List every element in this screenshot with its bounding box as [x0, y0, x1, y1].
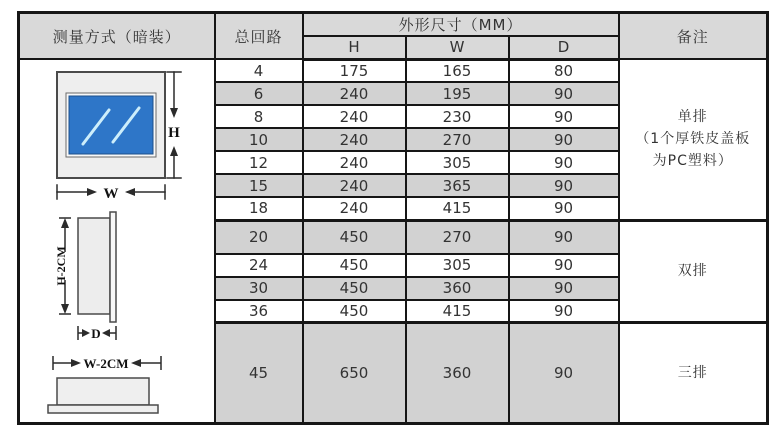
remark-line: （1个厚铁皮盖板 [635, 131, 751, 148]
dim-w-cell: 230 [406, 105, 509, 128]
installation-diagram-cell [19, 59, 215, 424]
circuits-cell: 24 [215, 254, 303, 277]
circuits-cell: 45 [215, 323, 303, 424]
arrow-right-icon [87, 188, 97, 196]
arrow-up-icon [170, 146, 178, 156]
dimension-table [17, 11, 769, 425]
col-header-d: D [509, 36, 619, 59]
dim-w-cell: 360 [406, 277, 509, 300]
dim-h-cell: 240 [303, 174, 406, 197]
dim-h-cell: 450 [303, 220, 406, 254]
dim-d-cell: 90 [509, 254, 619, 277]
dim-d-cell: 90 [509, 174, 619, 197]
col-header-circuits: 总回路 [215, 13, 303, 60]
arrow-right-icon [71, 359, 81, 367]
circuits-cell: 6 [215, 82, 303, 105]
dim-w-cell: 305 [406, 254, 509, 277]
dim-w-cell: 270 [406, 128, 509, 151]
window-glass [69, 96, 153, 154]
dim-d-cell: 90 [509, 105, 619, 128]
installation-diagram [21, 60, 213, 418]
dim-h-cell: 240 [303, 82, 406, 105]
col-header-measurement: 测量方式（暗装） [19, 13, 215, 60]
dim-h-cell: 240 [303, 197, 406, 220]
dim-w-cell: 165 [406, 59, 509, 82]
dim-w-cell: 270 [406, 220, 509, 254]
circuits-cell: 30 [215, 277, 303, 300]
dim-d-cell: 90 [509, 220, 619, 254]
circuits-cell: 20 [215, 220, 303, 254]
arrow-left-icon [102, 329, 110, 337]
table-row [19, 59, 768, 82]
side-view-diagram [54, 212, 116, 341]
dim-h-cell: 650 [303, 323, 406, 424]
dim-w-cell: 195 [406, 82, 509, 105]
dim-h-cell: 175 [303, 59, 406, 82]
dim-d-cell: 90 [509, 277, 619, 300]
dim-h-cell: 450 [303, 277, 406, 300]
remark-line: 为PC塑料） [652, 153, 733, 170]
front-view-diagram [57, 72, 181, 202]
dim-w-cell: 415 [406, 197, 509, 220]
bottom-w2cm-label: W-2CM [83, 356, 129, 371]
circuits-cell: 15 [215, 174, 303, 197]
dim-h-cell: 450 [303, 254, 406, 277]
dim-d-cell: 90 [509, 197, 619, 220]
dim-w-cell: 365 [406, 174, 509, 197]
col-header-remark: 备注 [619, 13, 768, 60]
arrow-down-icon [61, 304, 69, 314]
side-d-label: D [91, 326, 101, 341]
circuits-cell: 18 [215, 197, 303, 220]
remark-double-row [619, 220, 768, 323]
remark-single-row [619, 59, 768, 220]
circuits-cell: 12 [215, 151, 303, 174]
dim-h-cell: 240 [303, 105, 406, 128]
arrow-right-icon [82, 329, 90, 337]
circuits-cell: 4 [215, 59, 303, 82]
dim-h-cell: 450 [303, 300, 406, 323]
dim-h-cell: 240 [303, 128, 406, 151]
arrow-up-icon [61, 218, 69, 228]
header-row-1 [19, 13, 768, 37]
col-header-dimensions: 外形尺寸（MM） [303, 13, 619, 37]
bottom-view-diagram [48, 356, 161, 413]
dim-d-cell: 90 [509, 151, 619, 174]
circuits-cell: 8 [215, 105, 303, 128]
remark-line: 三排 [677, 364, 708, 381]
side-h2cm-label: H-2CM [53, 246, 68, 286]
arrow-left-icon [131, 359, 141, 367]
dim-d-cell: 90 [509, 82, 619, 105]
dim-w-cell: 415 [406, 300, 509, 323]
remark-line: 单排 [677, 108, 708, 125]
circuits-cell: 10 [215, 128, 303, 151]
dim-d-cell: 90 [509, 128, 619, 151]
dim-h-cell: 240 [303, 151, 406, 174]
col-header-w: W [406, 36, 509, 59]
remark-triple-row [619, 323, 768, 424]
dim-d-cell: 90 [509, 323, 619, 424]
dim-d-cell: 90 [509, 300, 619, 323]
arrow-down-icon [170, 108, 178, 118]
col-header-h: H [303, 36, 406, 59]
front-w-label: W [103, 186, 119, 202]
dim-w-cell: 360 [406, 323, 509, 424]
circuits-cell: 36 [215, 300, 303, 323]
dim-d-cell: 80 [509, 59, 619, 82]
front-h-label: H [167, 125, 180, 141]
remark-line: 双排 [677, 263, 708, 280]
dim-w-cell: 305 [406, 151, 509, 174]
arrow-left-icon [125, 188, 135, 196]
